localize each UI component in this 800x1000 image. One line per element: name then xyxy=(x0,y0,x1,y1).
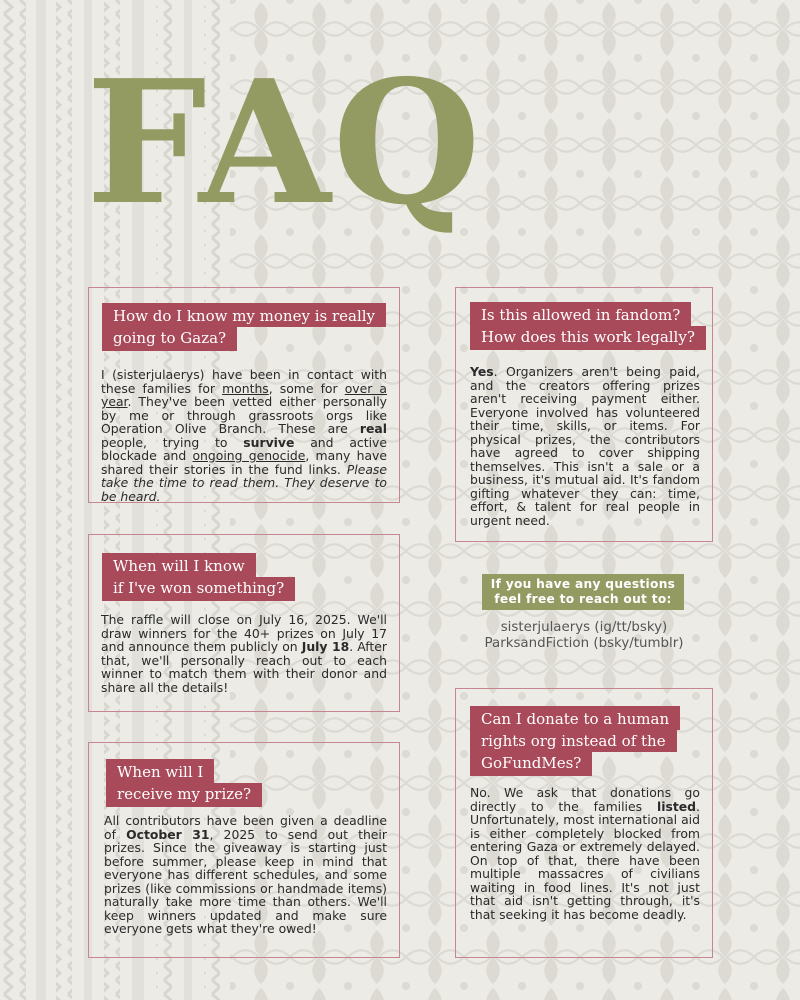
answer-italic: Please take the time to read them. They deserve to be heard. xyxy=(101,461,387,504)
faq-question-donate xyxy=(470,706,680,776)
question-line: rights org instead of the xyxy=(470,730,677,752)
answer-bold: real xyxy=(359,421,387,436)
answer-text: I (sisterjulaerys) have been in contact with these families for xyxy=(101,367,387,396)
question-line: When will I know xyxy=(102,553,256,577)
faq-answer-legal xyxy=(470,365,700,527)
contact-note xyxy=(482,574,684,610)
answer-text: The raffle will close on July 16, 2025. We'll draw winners for the 40+ prizes on July 17 and announce them publicly on xyxy=(101,612,387,654)
answer-bold: Yes xyxy=(470,364,494,379)
question-line: GoFundMes? xyxy=(470,752,592,776)
faq-answer-money xyxy=(101,368,387,503)
answer-text: and active blockade and xyxy=(101,434,387,463)
faq-answer-prize xyxy=(104,814,387,936)
question-line: When will I xyxy=(106,759,214,783)
contact-handle-parksandfiction[interactable]: ParksandFiction (bsky/tumblr) xyxy=(484,636,684,651)
question-line: How does this work legally? xyxy=(470,326,706,350)
question-line: receive my prize? xyxy=(106,783,262,807)
question-line: Can I donate to a human xyxy=(470,706,680,730)
answer-text: . Organizers aren't being paid, and the creators offering prizes aren't receiving payment either. Everyone involved has volunteered their time, skills, or items. For physical prizes, the contributors have agreed to cover shipping themselves. This isn't a sale or a business, it's mutual aid. It's fandom gifting whatever they can: time, effort, & talent for real people in urgent need. xyxy=(470,364,700,528)
answer-bold: July 18 xyxy=(301,639,350,654)
answer-underline: over a year xyxy=(101,380,387,409)
answer-bold: survive xyxy=(243,434,295,450)
faq-question-won xyxy=(102,553,295,601)
question-line: going to Gaza? xyxy=(102,327,237,351)
contact-handle-sisterjulaerys[interactable]: sisterjulaerys (ig/tt/bsky) xyxy=(500,620,668,635)
faq-answer-donate xyxy=(470,786,700,921)
answer-text: All contributors have been given a deadline of xyxy=(104,813,387,842)
contact-note-line: feel free to reach out to: xyxy=(494,592,672,606)
page-title: FAQ xyxy=(86,43,483,243)
faq-question-money xyxy=(102,303,386,351)
answer-text: . They've been vetted either personally by me or through grassroots orgs like Operation Olive Branch. These are xyxy=(101,394,387,436)
answer-bold: listed xyxy=(656,798,697,814)
question-line: if I've won something? xyxy=(102,577,295,601)
answer-underline: ongoing genocide xyxy=(192,448,306,463)
answer-text: , 2025 to send out their prizes. Since the giveaway is starting just before summer, please keep in mind that everyone has different schedules, and some prizes (like commissions or handmade items) naturally take more time than others. We'll keep winners updated and make sure everyone gets what they're owed! xyxy=(104,826,387,936)
answer-text: , some for xyxy=(268,380,345,396)
answer-text: , many have shared their stories in the fund links. xyxy=(101,448,387,477)
answer-underline: months xyxy=(222,380,269,396)
answer-text: . After that, we'll personally reach out to each winner to match them with their donor and share all the details! xyxy=(101,639,388,695)
answer-text: people, trying to xyxy=(101,434,244,450)
answer-text: . Unfortunately, most international aid is either completely blocked from entering Gaza or extremely delayed. On top of that, there have been multiple massacres of civilians waiting in food lines. It's not just that aid isn't getting through, it's that seeking it has become deadly. xyxy=(470,798,700,922)
answer-text: No. We ask that donations go directly to the families xyxy=(470,785,700,814)
faq-question-prize xyxy=(106,759,262,807)
faq-question-legal xyxy=(470,302,706,350)
question-line: How do I know my money is really xyxy=(102,303,386,327)
question-line: Is this allowed in fandom? xyxy=(470,302,691,326)
answer-bold: October 31 xyxy=(126,826,210,842)
contact-note-line: If you have any questions xyxy=(490,577,676,591)
faq-answer-won xyxy=(101,613,387,694)
